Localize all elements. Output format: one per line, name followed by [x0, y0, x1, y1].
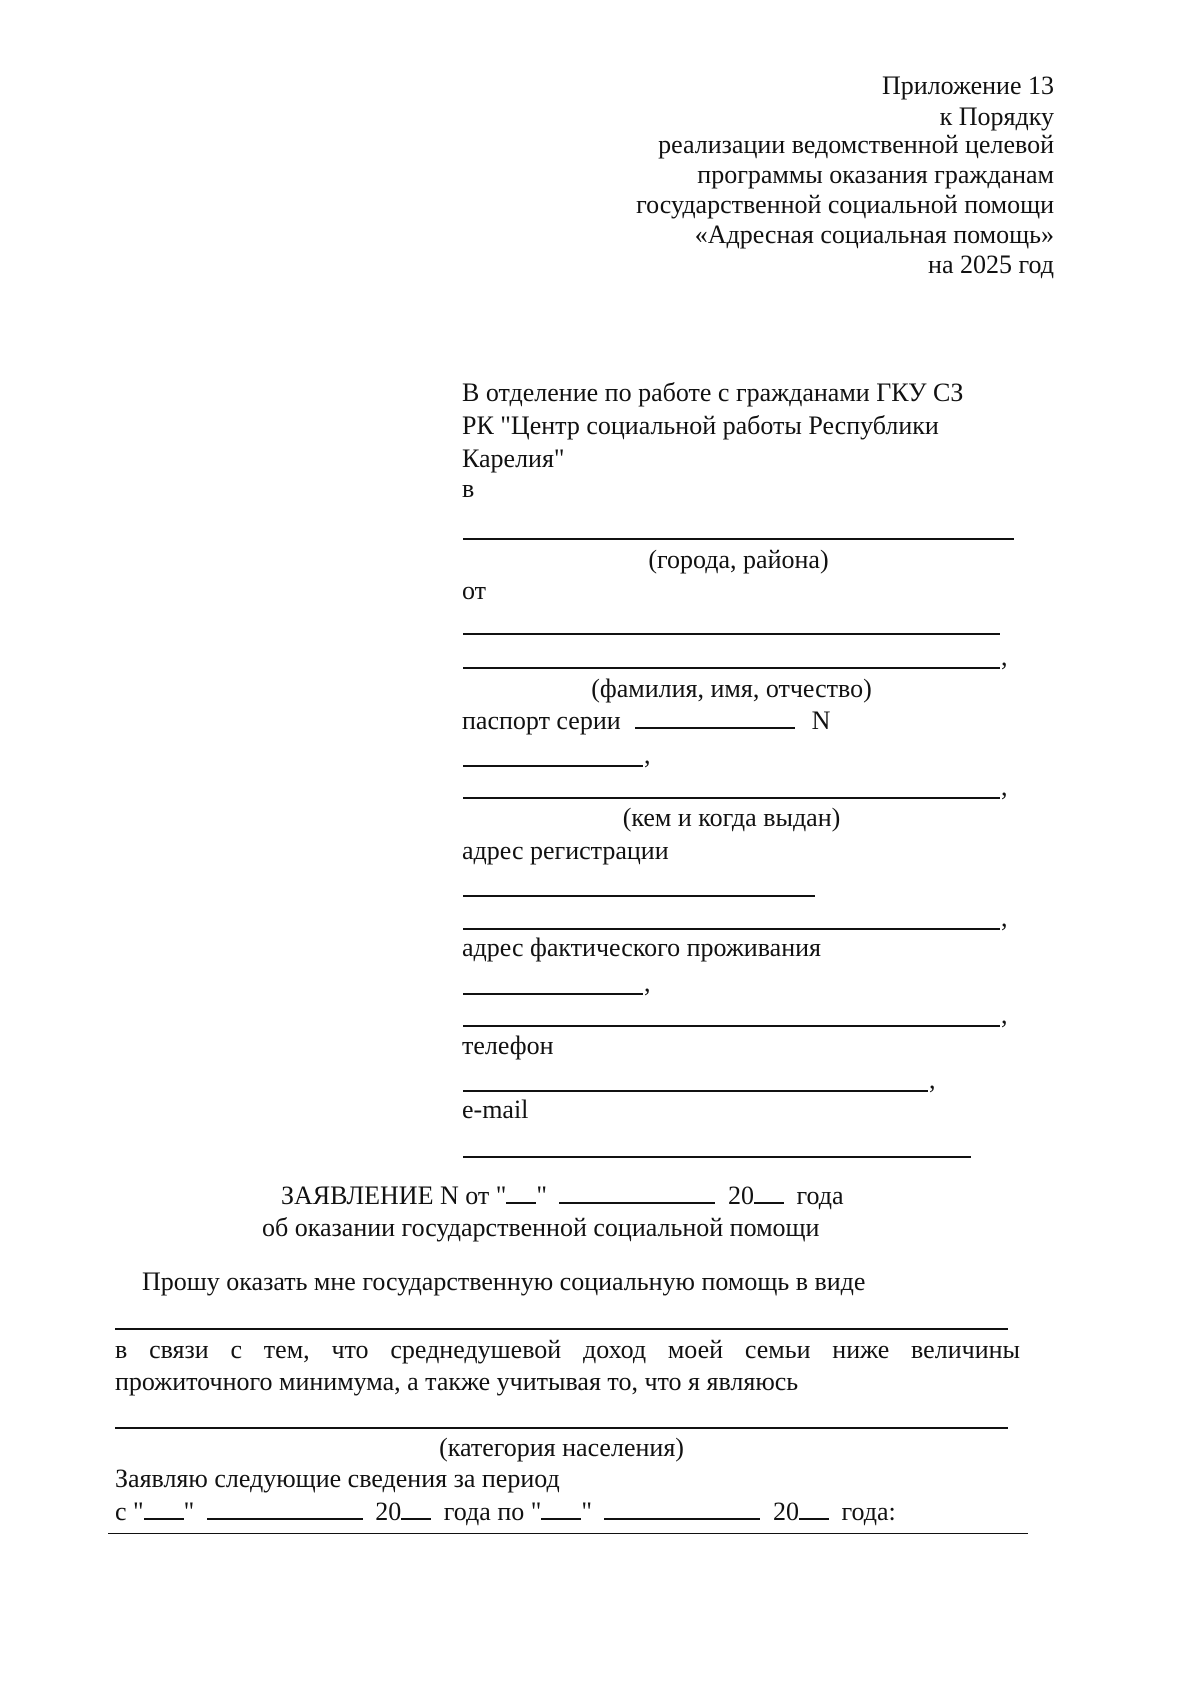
from-label: от — [462, 576, 487, 605]
appendix-line-4: программы оказания гражданам — [697, 160, 1054, 189]
period-to-year-prefix: 20 — [772, 1497, 799, 1526]
passport-number-comma: , — [644, 740, 651, 769]
statement-title-prefix: ЗАЯВЛЕНИЕ N от " — [281, 1181, 507, 1210]
statement-day-field[interactable] — [506, 1180, 536, 1204]
period-dates — [115, 1496, 896, 1528]
appendix-line-1: Приложение 13 — [881, 71, 1054, 100]
fio-comma: , — [1001, 642, 1008, 671]
actual-address-comma-1: , — [644, 968, 651, 997]
statement-title — [281, 1180, 844, 1212]
passport-number-line[interactable] — [463, 765, 643, 767]
appendix-line-3: реализации ведомственной целевой — [658, 130, 1054, 159]
appendix-line-7: на 2025 год — [928, 250, 1054, 279]
statement-year-prefix: 20 — [727, 1181, 754, 1210]
category-line[interactable] — [115, 1427, 1008, 1429]
period-from-day-field[interactable] — [144, 1496, 184, 1520]
statement-year-suffix: года — [796, 1181, 844, 1210]
period-end-label: года: — [841, 1497, 896, 1526]
city-hint: (города, района) — [648, 545, 829, 574]
period-to-day-field[interactable] — [541, 1496, 581, 1520]
actual-address-comma-2: , — [1001, 1000, 1008, 1029]
period-from-year-prefix: 20 — [375, 1497, 402, 1526]
addressee-line-2: РК "Центр социальной работы Республики — [462, 411, 939, 440]
passport-series-field[interactable] — [635, 705, 795, 729]
statement-month-field[interactable] — [559, 1180, 715, 1204]
reg-address-comma: , — [1001, 903, 1008, 932]
appendix-line-2: к Порядку — [939, 102, 1054, 131]
reg-address-line-1[interactable] — [463, 895, 815, 897]
appendix-line-5: государственной социальной помощи — [636, 190, 1054, 219]
aid-type-line[interactable] — [115, 1328, 1008, 1330]
appendix-line-6: «Адресная социальная помощь» — [694, 220, 1054, 249]
passport-n-label: N — [811, 706, 831, 735]
reg-address-label: адрес регистрации — [462, 836, 669, 865]
statement-subtitle: об оказании государственной социальной помощи — [262, 1213, 820, 1242]
period-intro: Заявляю следующие сведения за период — [115, 1464, 560, 1493]
fio-hint: (фамилия, имя, отчество) — [591, 674, 872, 703]
category-hint: (категория населения) — [439, 1433, 684, 1462]
phone-line[interactable] — [463, 1090, 928, 1092]
period-from-quote: " — [183, 1497, 195, 1526]
fio-line-2[interactable] — [463, 667, 1000, 669]
reason-line-2: прожиточного минимума, а также учитывая то, что я являюсь — [115, 1367, 799, 1396]
actual-address-line-1[interactable] — [463, 993, 643, 995]
passport-series-label — [462, 705, 830, 737]
bottom-rule — [108, 1533, 1028, 1534]
actual-address-label: адрес фактического проживания — [462, 933, 821, 962]
issued-line[interactable] — [463, 797, 1000, 799]
period-to-month-field[interactable] — [604, 1496, 760, 1520]
period-to-label: года по " — [443, 1497, 542, 1526]
period-to-year-field[interactable] — [799, 1496, 829, 1520]
email-label: e-mail — [462, 1095, 529, 1124]
addressee-in: в — [462, 474, 475, 503]
issued-hint: (кем и когда выдан) — [622, 803, 841, 832]
addressee-line-1: В отделение по работе с гражданами ГКУ СЗ — [462, 378, 964, 407]
period-to-quote: " — [581, 1497, 592, 1526]
period-from-month-field[interactable] — [207, 1496, 363, 1520]
period-from-label: с " — [115, 1497, 144, 1526]
statement-title-quote: " — [536, 1181, 547, 1210]
email-line[interactable] — [463, 1156, 971, 1158]
reason-line-1: в связи с тем, что среднедушевой доход моей семьи ниже величины — [115, 1335, 1020, 1364]
passport-series-text: паспорт серии — [462, 706, 621, 735]
phone-label: телефон — [462, 1031, 554, 1060]
reg-address-line-2[interactable] — [463, 928, 1000, 930]
actual-address-line-2[interactable] — [463, 1025, 1000, 1027]
statement-year-field[interactable] — [754, 1180, 784, 1204]
period-from-year-field[interactable] — [401, 1496, 431, 1520]
addressee-line-3: Карелия" — [462, 444, 565, 473]
phone-comma: , — [929, 1065, 936, 1094]
city-line[interactable] — [463, 538, 1014, 540]
issued-comma: , — [1001, 772, 1008, 801]
request-text: Прошу оказать мне государственную социальную помощь в виде — [142, 1267, 866, 1296]
fio-line-1[interactable] — [463, 633, 1000, 635]
